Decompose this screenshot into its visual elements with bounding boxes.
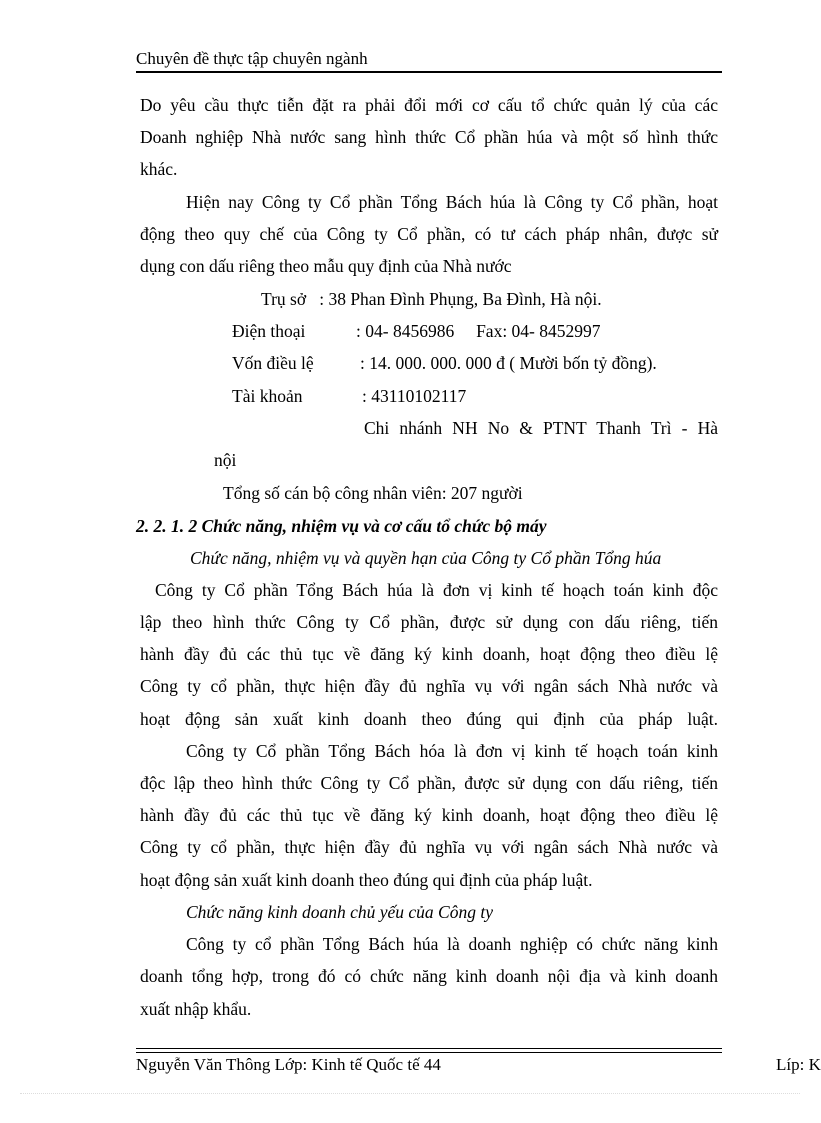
text-line: Công ty cổ phần Tổng Bách húa là doanh nghiệp có chức năng kinh [186,934,718,954]
text-line: doanh tổng hợp, trong đó có chức năng kinh doanh nội địa và kinh doanh [140,966,718,986]
text-line: hoạt động sản xuất kinh doanh theo đúng qui định của pháp luật. [140,709,718,729]
text-line: xuất nhập khẩu. [140,999,252,1019]
text-line: Do yêu cầu thực tiễn đặt ra phải đổi mới cơ cấu tổ chức quản lý của các [140,95,718,115]
footer-divider [136,1048,722,1049]
text-line: Doanh nghiệp Nhà nước sang hình thức Cổ phần húa và một số hình thức [140,127,718,147]
text-line: Công ty cổ phần, thực hiện đầy đủ nghĩa vụ với ngân sách Nhà nước và [140,676,718,696]
text-line: Công ty Cổ phần Tổng Bách hóa là đơn vị kinh tế hoạch toán kinh [186,741,718,761]
phone-label: Điện thoại [232,321,306,341]
text-line: lập theo hình thức Công ty Cổ phần, được sử dụng con dấu riêng, tiến [140,612,718,632]
account-value: : 43110102117 [362,386,467,406]
bank-branch-line: nội [214,450,237,470]
page-header: Chuyên đề thực tập chuyên ngành [136,48,722,73]
text-line: hành đầy đủ các thủ tục về đăng ký kinh doanh, hoạt động theo điều lệ [140,805,718,825]
subheading: Chức năng kinh doanh chủ yếu của Công ty [186,902,493,922]
text-line: hoạt động sản xuất kinh doanh theo đúng qui định của pháp luật. [140,870,593,890]
staff-count: Tổng số cán bộ công nhân viên: 207 người [223,483,523,503]
page-bottom-border [20,1093,800,1094]
subheading: Chức năng, nhiệm vụ và quyền hạn của Công ty Cổ phần Tổng húa [190,548,662,568]
capital-value: : 14. 000. 000. 000 đ ( Mười bốn tỷ đồng). [360,353,657,373]
text-line: động theo quy chế của Công ty Cổ phần, có tư cách pháp nhân, được sử [140,224,718,244]
account-label: Tài khoản [232,386,303,406]
page-footer: Nguyễn Văn Thông Lớp: Kinh tế Quốc tế 44 [136,1055,441,1074]
footer-divider [136,1052,722,1053]
text-line: hành đầy đủ các thủ tục về đăng ký kinh doanh, hoạt động theo điều lệ [140,644,718,664]
text-line: khác. [140,159,178,179]
text-line: Hiện nay Công ty Cổ phần Tổng Bách húa là Công ty Cổ phần, hoạt [186,192,718,212]
text-line: dụng con dấu riêng theo mẫu quy định của Nhà nước [140,256,512,276]
office-address: Trụ sở : 38 Phan Đình Phụng, Ba Đình, Hà nội. [261,289,602,309]
text-line: độc lập theo hình thức Công ty Cổ phần, được sử dụng con dấu riêng, tiến [140,773,718,793]
phone-value: : 04- 8456986 Fax: 04- 8452997 [356,321,601,341]
section-heading: 2. 2. 1. 2 Chức năng, nhiệm vụ và cơ cấu tổ chức bộ máy [136,516,547,536]
capital-label: Vốn điều lệ [232,353,314,373]
bank-branch-line: Chi nhánh NH No & PTNT Thanh Trì - Hà [364,418,718,438]
text-line: Công ty Cổ phần Tổng Bách húa là đơn vị kinh tế hoạch toán kinh độc [155,580,718,600]
page-footer-class: Líp: K [776,1055,821,1074]
text-line: Công ty cổ phần, thực hiện đầy đủ nghĩa vụ với ngân sách Nhà nước và [140,837,718,857]
